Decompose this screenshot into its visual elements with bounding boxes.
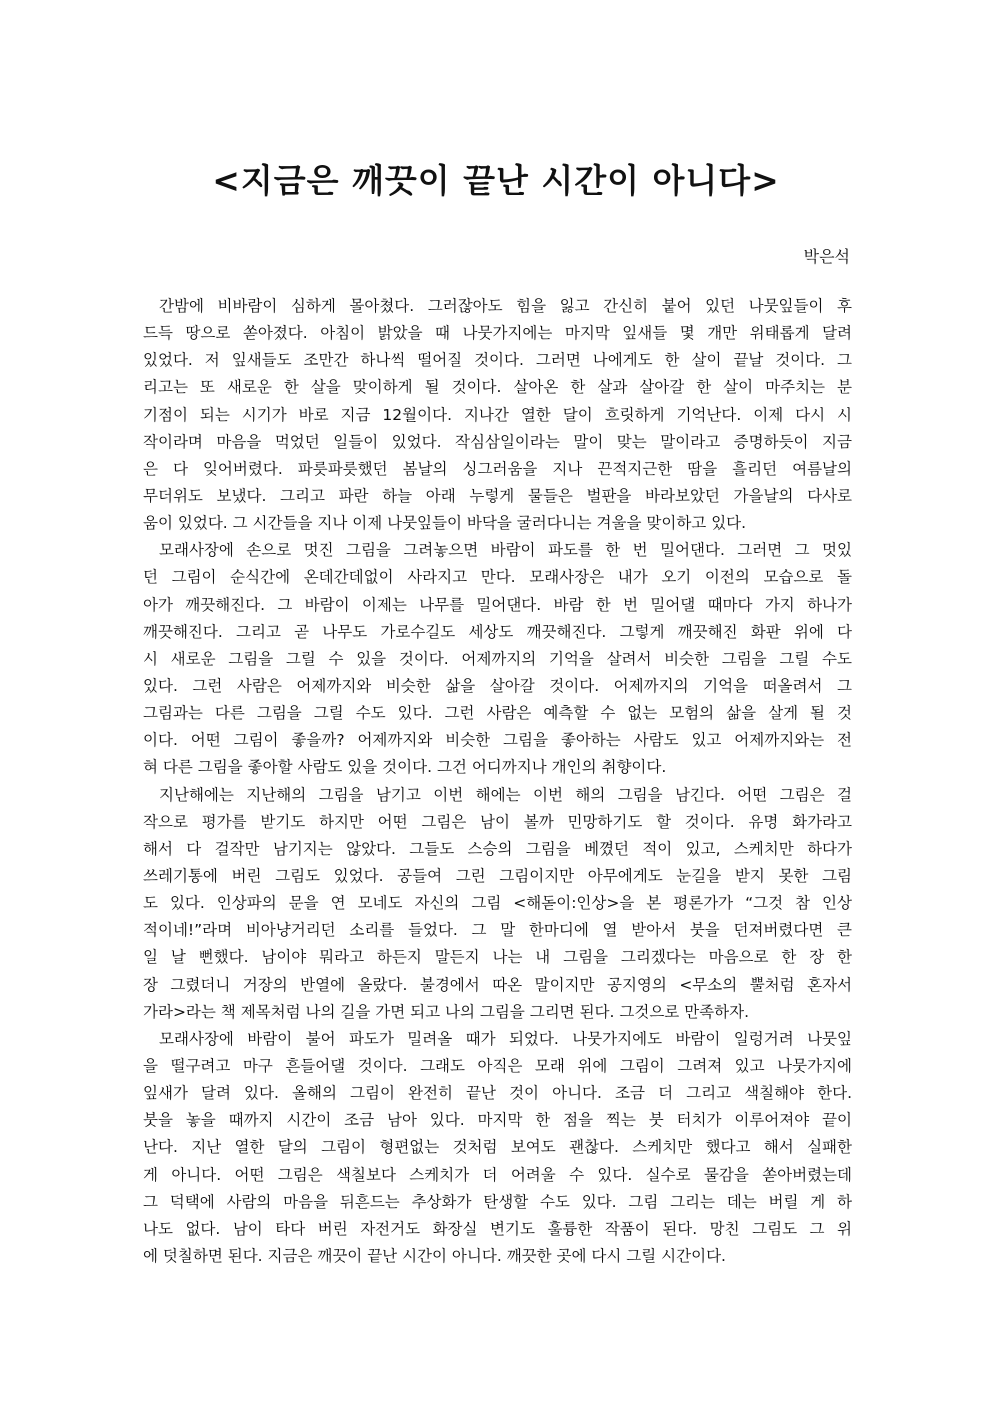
paragraph-1-line: 드득 땅으로 쏟아졌다. 아침이 밝았을 때 나뭇가지에는 마지막 잎새들 몇 개만 위태롭게 달려 [143, 324, 852, 343]
paragraph-1-line: 리고는 또 새로운 한 살을 맞이하게 될 것이다. 살아온 한 살과 살아갈 한 살이 마주치는 분 [143, 378, 852, 397]
paragraph-2-line: 있다. 그런 사람은 어제까지와 비슷한 삶을 살아갈 것이다. 어제까지의 기억을 떠올려서 그 [143, 676, 852, 695]
paragraph-4-line: 을 떨구려고 마구 흔들어댈 것이다. 그래도 아직은 모래 위에 그림이 그려져 있고 나뭇가지에 [143, 1056, 852, 1075]
paragraph-3-line: 해서 다 걸작만 남기지는 않았다. 그들도 스승의 그림을 베꼈던 적이 있고, 스케치만 하다가 [143, 839, 852, 858]
paragraph-1-line: 움이 있었다. 그 시간들을 지나 이제 나뭇잎들이 바닥을 굴러다니는 겨울을 맞이하고 있다. [143, 514, 747, 533]
paragraph-4-line: 붓을 놓을 때까지 시간이 조금 남아 있다. 마지막 한 점을 찍는 붓 터치가 이루어져야 끝이 [143, 1111, 852, 1130]
paragraph-3-line: 장 그렸더니 거장의 반열에 올랐다. 불경에서 따온 말이지만 공지영의 <무소의 뿔처럼 혼자서 [143, 975, 852, 994]
paragraph-1-line: 작이라며 마음을 먹었던 일들이 있었다. 작심삼일이라는 말이 맞는 말이라고 증명하듯이 지금 [143, 432, 852, 451]
author-name: 박은석 [803, 247, 850, 266]
paragraph-1-line: 은 다 잊어버렸다. 파릇파릇했던 봄날의 싱그러움을 지나 끈적지근한 땀을 흘리던 여름날의 [143, 459, 852, 478]
paragraph-3-line: 도 있다. 인상파의 문을 연 모네도 자신의 그림 <해돋이:인상>을 본 평론가가 “그것 참 인상 [143, 894, 852, 913]
paragraph-4-line: 나도 없다. 남이 타다 버린 자전거도 화장실 변기도 훌륭한 작품이 된다. 망친 그림도 그 위 [143, 1219, 852, 1238]
paragraph-4-line: 게 아니다. 어떤 그림은 색칠보다 스케치가 더 어려울 수 있다. 실수로 물감을 쏟아버렸는데 [143, 1165, 852, 1184]
paragraph-3-line: 작으로 평가를 받기도 하지만 어떤 그림은 남이 볼까 민망하기도 할 것이다. 유명 화가라고 [143, 812, 852, 831]
paragraph-2-line: 혀 다른 그림을 좋아할 사람도 있을 것이다. 그건 어디까지나 개인의 취향이다. [143, 758, 667, 777]
paragraph-1-line: 있었다. 저 잎새들도 조만간 하나씩 떨어질 것이다. 그러면 나에게도 한 살이 끝날 것이다. 그 [143, 351, 852, 370]
paragraph-2-line: 던 그림이 순식간에 온데간데없이 사라지고 만다. 모래사장은 내가 오기 이전의 모습으로 돌 [143, 568, 852, 587]
paragraph-4-line: 잎새가 달려 있다. 올해의 그림이 완전히 끝난 것이 아니다. 조금 더 그리고 색칠해야 한다. [143, 1084, 852, 1103]
paragraph-3-line: 일 날 뻔했다. 남이야 뭐라고 하든지 말든지 나는 내 그림을 그리겠다는 마음으로 한 장 한 [143, 948, 852, 967]
paragraph-4-line: 모래사장에 바람이 불어 파도가 밀려올 때가 되었다. 나뭇가지에도 바람이 일렁거려 나뭇잎 [159, 1029, 852, 1048]
paragraph-1-line: 기점이 되는 시기가 바로 지금 12월이다. 지나간 열한 달이 흐릿하게 기억난다. 이제 다시 시 [143, 405, 852, 424]
paragraph-3-line: 쓰레기통에 버린 그림도 있었다. 공들여 그린 그림이지만 아무에게도 눈길을 받지 못한 그림 [143, 866, 852, 885]
paragraph-4-line: 난다. 지난 열한 달의 그림이 형편없는 것처럼 보여도 괜찮다. 스케치만 했다고 해서 실패한 [143, 1138, 852, 1157]
paragraph-1-line: 무더위도 보냈다. 그리고 파란 하늘 아래 누렇게 물들은 벌판을 바라보았던 가을날의 다사로 [143, 486, 852, 505]
paragraph-2-line: 이다. 어떤 그림이 좋을까? 어제까지와 비슷한 그림을 좋아하는 사람도 있고 어제까지와는 전 [143, 731, 852, 750]
paragraph-2-line: 깨끗해진다. 그리고 곧 나무도 가로수길도 세상도 깨끗해진다. 그렇게 깨끗해진 화판 위에 다 [143, 622, 852, 641]
paragraph-2-line: 시 새로운 그림을 그릴 수 있을 것이다. 어제까지의 기억을 살려서 비슷한 그림을 그릴 수도 [143, 649, 852, 668]
document-title: <지금은 깨끗이 끝난 시간이 아니다> [212, 161, 780, 200]
paragraph-4-line: 그 덕택에 사람의 마음을 뒤흔드는 추상화가 탄생할 수도 있다. 그림 그리는 데는 버릴 게 하 [143, 1192, 852, 1211]
document-body [143, 293, 852, 1270]
paragraph-4-line: 에 덧칠하면 된다. 지금은 깨끗이 끝난 시간이 아니다. 깨끗한 곳에 다시 그릴 시간이다. [143, 1246, 726, 1265]
paragraph-1-line: 간밤에 비바람이 심하게 몰아쳤다. 그러잖아도 힘을 잃고 간신히 붙어 있던 나뭇잎들이 후 [159, 297, 852, 315]
paragraph-2-line: 아가 깨끗해진다. 그 바람이 이제는 나무를 밀어댄다. 바람 한 번 밀어댈 때마다 가지 하나가 [143, 595, 852, 614]
paragraph-2-line: 모래사장에 손으로 멋진 그림을 그려놓으면 바람이 파도를 한 번 밀어댄다. 그러면 그 멋있 [159, 541, 852, 560]
paragraph-3-line: 가라>라는 책 제목처럼 나의 길을 가면 되고 나의 그림을 그리면 된다. 그것으로 만족하자. [143, 1002, 750, 1021]
paragraph-3-line: 적이네!”라며 비아냥거리던 소리를 들었다. 그 말 한마디에 열 받아서 붓을 던져버렸다면 큰 [143, 921, 852, 940]
paragraph-3-line: 지난해에는 지난해의 그림을 남기고 이번 해에는 이번 해의 그림을 남긴다. 어떤 그림은 걸 [159, 785, 852, 804]
paragraph-2-line: 그림과는 다른 그림을 그릴 수도 있다. 그런 사람은 예측할 수 없는 모험의 삶을 살게 될 것 [143, 704, 852, 723]
